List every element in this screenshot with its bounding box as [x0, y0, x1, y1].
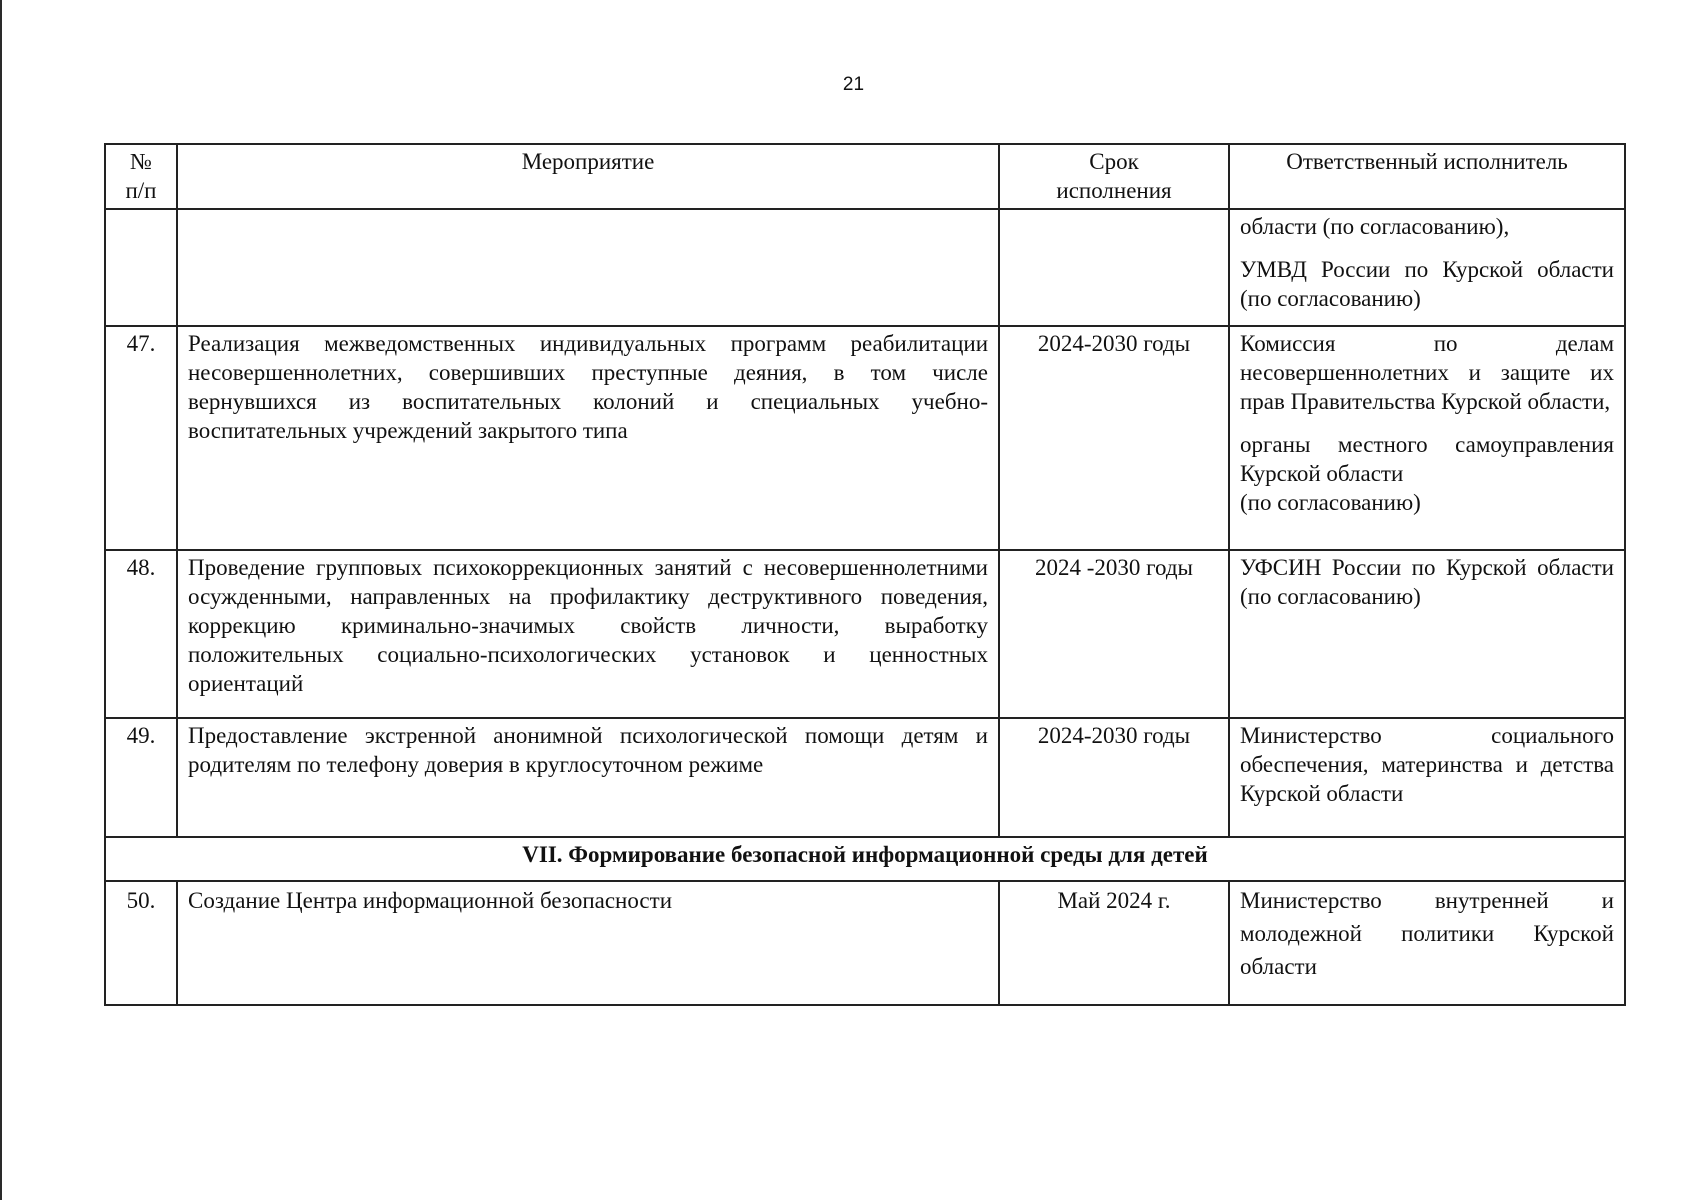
cell-term: 2024 -2030 годы: [999, 550, 1229, 718]
header-executor: Ответственный исполнитель: [1229, 144, 1625, 209]
cell-num: 48.: [105, 550, 177, 718]
executor-line: УФСИН России по Курской области (по согласованию): [1240, 555, 1614, 609]
table-row-continuation: [105, 209, 1625, 326]
table-row-48: [105, 550, 1625, 718]
table-header-row: [105, 144, 1625, 209]
executor-line: Министерство внутренней и молодежной политики Курской области: [1240, 888, 1614, 979]
executor-line: УМВД России по Курской области (по согласованию): [1240, 257, 1614, 311]
executor-line: Министерство социального обеспечения, материнства и детства Курской области: [1240, 723, 1614, 806]
cell-event: Проведение групповых психокоррекционных занятий с несовершеннолетними осужденными, направленных на профилактику деструктивного поведения, коррекцию криминально-значимых свойств личности, выработку положительных социально-психологических установок и ценностных ориентаций: [177, 550, 999, 718]
cell-num: 47.: [105, 326, 177, 550]
measures-table: [104, 143, 1626, 1006]
cell-executor: [1229, 881, 1625, 1005]
section-title: VII. Формирование безопасной информационной среды для детей: [105, 837, 1625, 881]
cell-executor: [1229, 326, 1625, 550]
header-event: Мероприятие: [177, 144, 999, 209]
cell-num: 50.: [105, 881, 177, 1005]
cell-term: [999, 209, 1229, 326]
cell-term: Май 2024 г.: [999, 881, 1229, 1005]
cell-executor: [1229, 209, 1625, 326]
table-row-47: [105, 326, 1625, 550]
header-num: № п/п: [105, 144, 177, 209]
cell-executor: [1229, 550, 1625, 718]
executor-line: области (по согласованию),: [1240, 214, 1510, 239]
cell-event: Предоставление экстренной анонимной психологической помощи детям и родителям по телефону доверия в круглосуточном режиме: [177, 718, 999, 837]
executor-line: (по согласованию): [1240, 490, 1421, 515]
executor-line: Комиссия по делам несовершеннолетних и защите их прав Правительства Курской области,: [1240, 331, 1614, 414]
cell-term: 2024-2030 годы: [999, 718, 1229, 837]
cell-num: [105, 209, 177, 326]
cell-term: 2024-2030 годы: [999, 326, 1229, 550]
section-header-row: [105, 837, 1625, 881]
cell-event: Создание Центра информационной безопасности: [177, 881, 999, 1005]
executor-line: органы местного самоуправления Курской области: [1240, 432, 1614, 486]
table-row-50: [105, 881, 1625, 1005]
header-term: Срок исполнения: [999, 144, 1229, 209]
table-row-49: [105, 718, 1625, 837]
page-number: 21: [842, 74, 865, 95]
page-left-edge: [0, 0, 2, 1200]
cell-executor: [1229, 718, 1625, 837]
cell-event: Реализация межведомственных индивидуальных программ реабилитации несовершеннолетних, совершивших преступные деяния, в том числе вернувшихся из воспитательных колоний и специальных учебно-воспитательных учреждений закрытого типа: [177, 326, 999, 550]
cell-num: 49.: [105, 718, 177, 837]
cell-event: [177, 209, 999, 326]
